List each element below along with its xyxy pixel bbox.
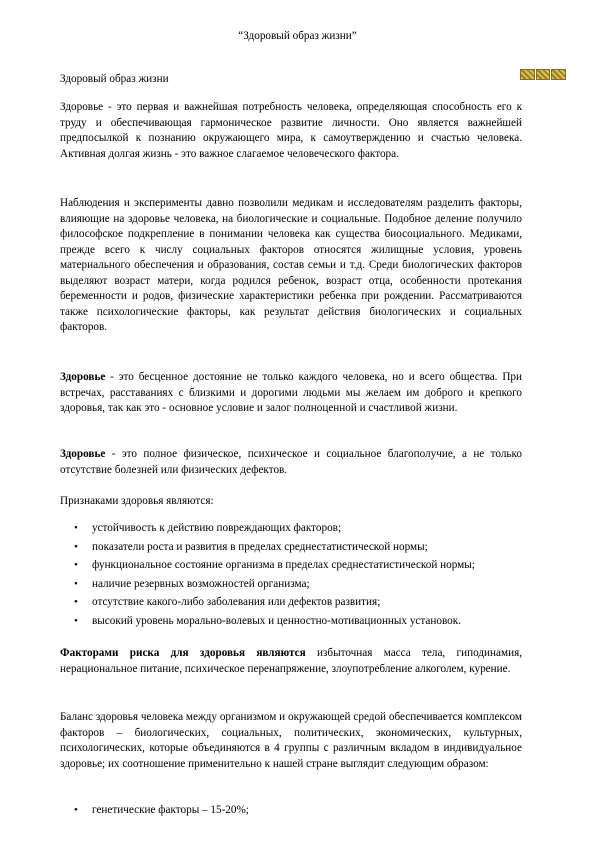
bold-term: Здоровье — [60, 448, 106, 460]
decorative-ornament-icon — [520, 69, 566, 80]
paragraph-health-definition — [60, 100, 522, 162]
paragraph-risk-factors — [60, 646, 522, 677]
paragraph-who-definition — [60, 447, 522, 478]
paragraph-signs-intro — [60, 494, 522, 510]
list-item: • функциональное состояние организма в пределах среднестатистической нормы; — [60, 558, 522, 574]
paragraph-body: избыточная масса тела, гиподинамия, нерациональное питание, психическое перенапряжение, злоупотребление алкоголем, курение. — [60, 647, 523, 675]
factors-list — [60, 803, 522, 819]
bullet-list — [60, 803, 522, 819]
bold-term: Факторами риска для здоровья являются — [60, 647, 306, 659]
signs-list — [60, 521, 522, 629]
paragraph-factors — [60, 196, 522, 336]
paragraph-text — [60, 646, 522, 677]
paragraph-text: Признаками здоровья являются: — [60, 495, 214, 507]
list-item: • устойчивость к действию повреждающих факторов; — [60, 521, 522, 537]
paragraph-body: - это бесценное достояние не только каждого человека, но и всего общества. При встречах, расставаниях с близкими и дорогими людьми мы желаем им доброго и крепкого здоровья, так как это - основное условие и залог полноценной и счастливой жизни. — [60, 371, 522, 414]
bullet-list — [60, 521, 522, 629]
paragraph-text: Здоровье - это первая и важнейшая потребность человека, определяющая способность его к труду и обеспечивающая гармоническое развитие личности. Оно является важнейшей предпосылкой к познанию окружающего мира, к самоутверждению и счастью человека. Активная долгая жизнь - это важное слагаемое человеческого фактора. — [60, 101, 522, 160]
list-item: • наличие резервных возможностей организма; — [60, 577, 522, 593]
ornament-tile-icon — [551, 69, 566, 80]
paragraph-health-value — [60, 370, 522, 417]
paragraph-text — [60, 370, 522, 417]
ornament-tile-icon — [536, 69, 551, 80]
section-heading: Здоровый образ жизни — [60, 73, 169, 85]
paragraph-text: Наблюдения и эксперименты давно позволили медикам и исследователям разделить факторы, влияющие на здоровье человека, на биологические и социальные. Подобное деление получило философское подкрепление в понимании человека как существа биосоциального. Медиками, прежде всего к числу социальных факторов относятся жилищные условия, уровень материального обеспечения и образования, состав семьи и т.д. Среди биологических факторов выделяют возраст матери, когда родился ребенок, возраст отца, особенности протекания беременности и родов, физические характеристики ребенка при рождении. Рассматриваются также психологические факторы, как результат действия биологических и социальных факторов. — [60, 197, 522, 333]
paragraph-text — [60, 447, 522, 478]
document-title: “Здоровый образ жизни” — [238, 30, 357, 42]
list-item: • показатели роста и развития в пределах среднестатистической нормы; — [60, 540, 522, 556]
list-item: • отсутствие какого-либо заболевания или дефектов развития; — [60, 595, 522, 611]
bold-term: Здоровье — [60, 371, 106, 383]
ornament-tile-icon — [520, 69, 535, 80]
list-item: • высокий уровень морально-волевых и ценностно-мотивационных установок. — [60, 614, 522, 630]
paragraph-text: Баланс здоровья человека между организмом и окружающей средой обеспечивается комплексом факторов – биологических, социальных, политических, экономических, культурных, психологических, которые объединяются в 4 группы с различным вкладом в индивидуальное здоровье; их соотношение применительно к нашей стране выглядит следующим образом: — [60, 711, 522, 770]
paragraph-health-balance — [60, 710, 522, 772]
list-item: • генетические факторы – 15-20%; — [60, 803, 522, 819]
paragraph-body: - это полное физическое, психическое и социальное благополучие, а не только отсутствие болезней или физических дефектов. — [60, 448, 522, 476]
